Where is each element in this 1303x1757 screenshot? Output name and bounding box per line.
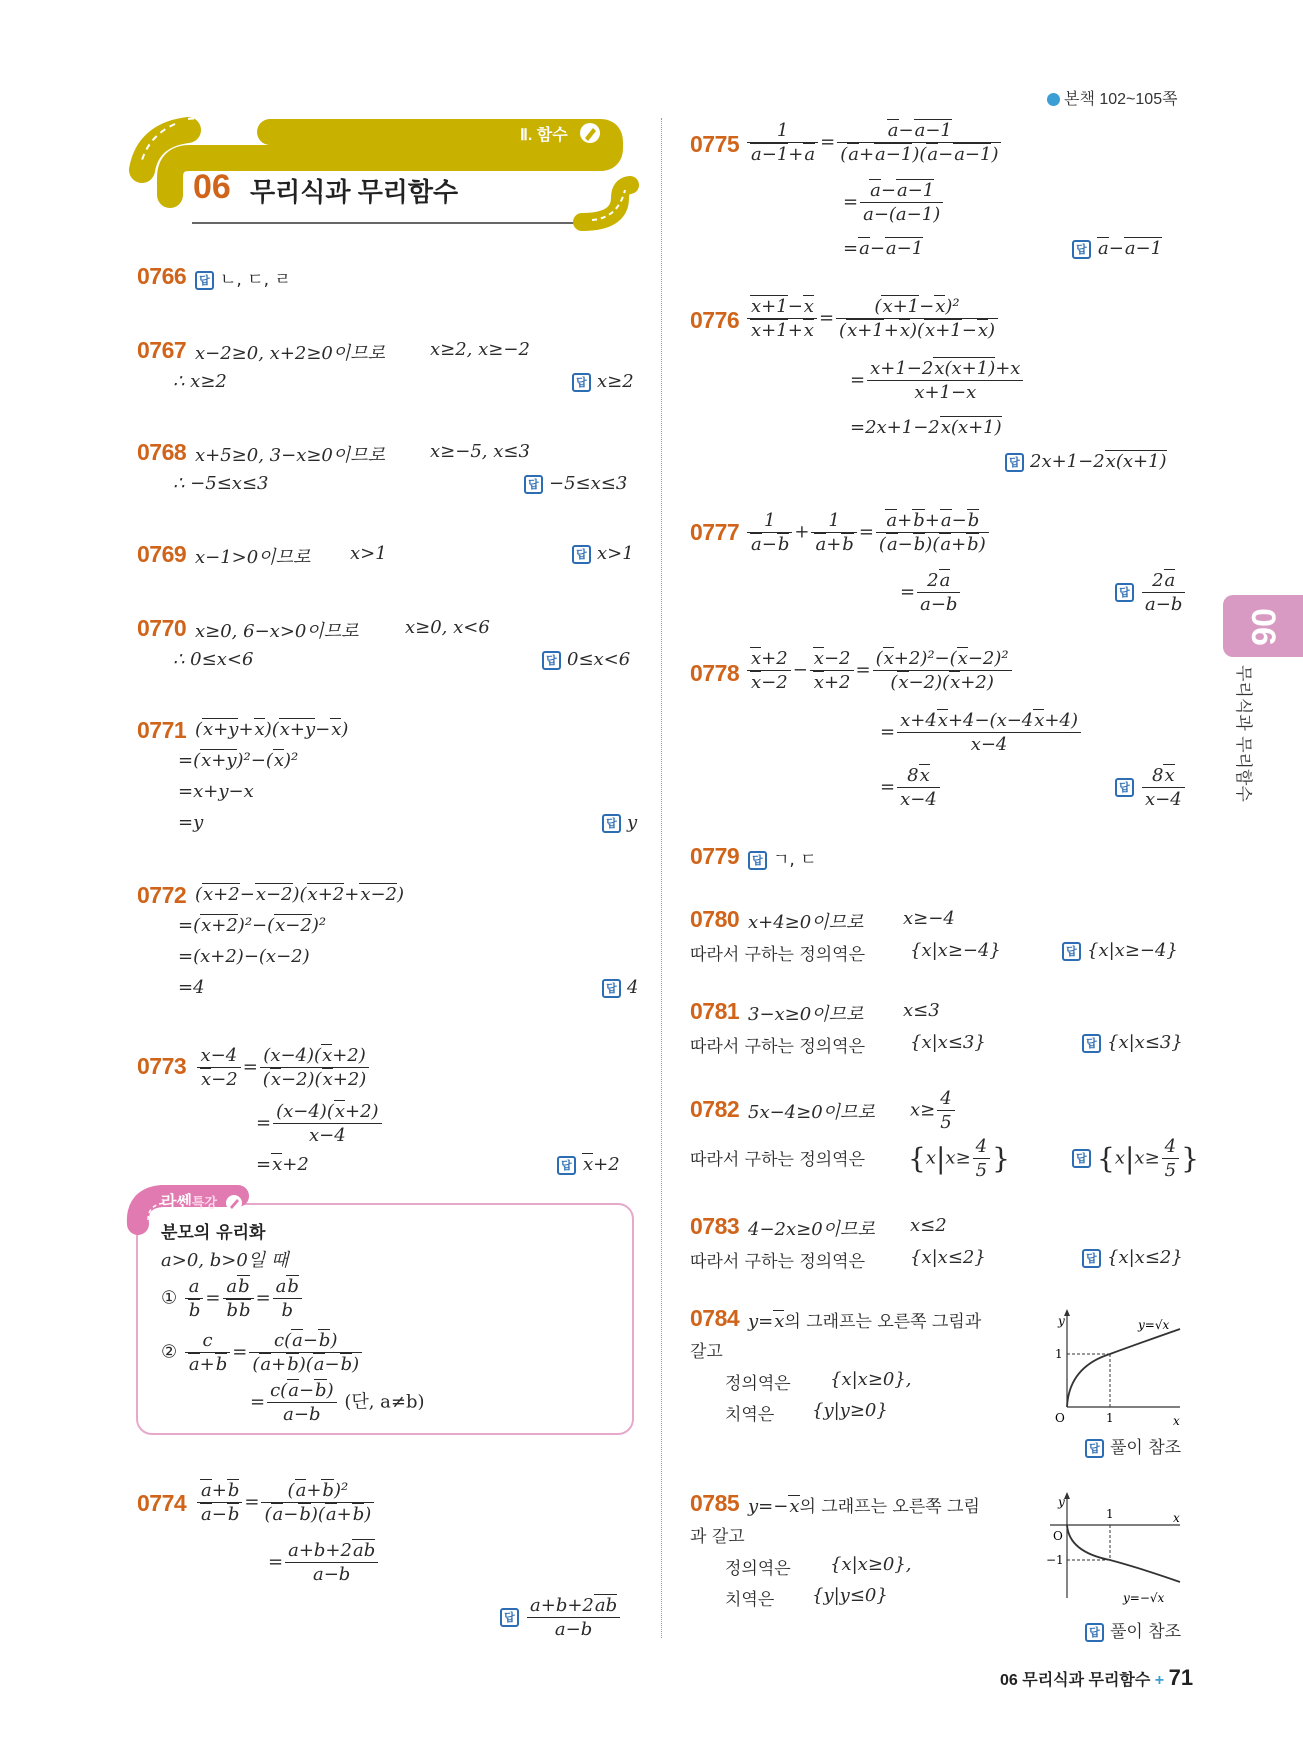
answer: 답 $\frac{8x}{x-4}$ [1115, 765, 1187, 810]
math-expression: = $\frac{(x-4)(x+2)}{x-4}$ [256, 1101, 384, 1146]
bookmark-icon [1047, 93, 1060, 106]
answer-icon: 답 [524, 475, 543, 494]
math-expression: y=x의 그래프는 오른쪽 그림과 [748, 1311, 982, 1332]
answer: 답 4 [602, 977, 638, 998]
solution-line: ∴ 0≤x<6 [173, 649, 254, 670]
problem-number: 0767 [137, 337, 187, 363]
answer: 답 ㄱ, ㄷ [748, 845, 817, 870]
origin-label: O [1053, 1529, 1063, 1543]
math-expression: = $\frac{2a}{a-b}$ [900, 570, 962, 615]
solution-line: {x|x≥0}, [830, 1369, 912, 1390]
column-divider [661, 118, 662, 1638]
solution-line: =x+y−x [178, 781, 254, 802]
answer-icon: 답 [1085, 1623, 1104, 1642]
solution-line: 치역은 [725, 1405, 775, 1425]
tip-formula-3: = $\frac{c(a-b)}{a-b}$ (단, a≠b) [250, 1380, 425, 1425]
answer: 답 $\frac{a+b+2ab}{a-b}$ [500, 1595, 622, 1640]
answer-icon: 답 [1062, 942, 1081, 961]
side-tab-title: 무리식과 무리함수 [1233, 665, 1253, 802]
answer-icon: 답 [557, 1156, 576, 1175]
section-label: Ⅱ. 함수 [520, 127, 568, 144]
solution-line: {x|x≤2} [910, 1247, 986, 1268]
graph-neg-sqrt-x [1045, 1490, 1185, 1605]
solution-line: x≤2 [910, 1215, 947, 1236]
problem-number: 0780 [690, 906, 740, 932]
tick-x-label: 1 [1106, 1507, 1114, 1521]
solution-line: =(x+2)−(x−2) [178, 946, 310, 967]
answer-icon: 답 [500, 1608, 519, 1627]
x-axis-label: x [1173, 1414, 1180, 1428]
problem-number: 0769 [137, 541, 187, 567]
math-expression: = $\frac{x+1-2x(x+1)+x}{x+1-x}$ [850, 358, 1025, 403]
math-expression: =(x+2)²−(x−2)² [178, 915, 327, 936]
answer: 답 x>1 [572, 543, 634, 564]
problem-number: 0770 [137, 615, 187, 641]
solution-line: x+5≥0, 3−x≥0이므로 [195, 445, 386, 466]
answer-icon: 답 [1005, 453, 1024, 472]
answer: 답 −5≤x≤3 [524, 473, 627, 494]
answer: 답 {x|x≤3} [1082, 1032, 1183, 1053]
solution-line: 4−2x≥0이므로 [748, 1219, 875, 1240]
page-reference: 본책 102~105쪽 [1047, 86, 1178, 109]
problem-number: 0778 [690, 660, 740, 686]
solution-line: 과 갈고 [690, 1527, 745, 1547]
answer-icon: 답 [602, 814, 621, 833]
problem-number: 0768 [137, 439, 187, 465]
answer-icon: 답 [602, 979, 621, 998]
footer [1000, 1665, 1193, 1691]
answer: 답 x+2 [557, 1154, 620, 1175]
answer-icon: 답 [1072, 1149, 1091, 1168]
problem-number: 0766 [137, 263, 187, 289]
answer: 답 2x+1−2x(x+1) [1005, 451, 1167, 472]
solution-line: x>1 [350, 543, 387, 564]
math-expression: y=−x의 그래프는 오른쪽 그림 [748, 1496, 980, 1517]
math-expression: =2x+1−2x(x+1) [850, 417, 1002, 438]
answer-icon: 답 [1072, 240, 1091, 259]
solution-line: x≥2, x≥−2 [430, 339, 530, 360]
problem-number: 0781 [690, 998, 740, 1024]
footer-plus: + [1154, 1672, 1165, 1689]
problem-number: 0776 [690, 307, 740, 333]
math-expression: {x|x≥ $\frac{4}{5}$ } [908, 1136, 1010, 1181]
solution-line: =y [178, 812, 204, 833]
answer: 답 $\frac{2a}{a-b}$ [1115, 570, 1187, 615]
math-expression: $\frac{x+1-x}{x+1+x}$ = $\frac{\text{(x+1−x)²}}{(x+1+x)(x+1-x)}$ [745, 296, 1000, 341]
solution-line: x≤3 [903, 1000, 940, 1021]
math-expression: $\frac{x+2}{x-2}$ − $\frac{x-2}{x+2}$ = $\frac{\text{(x+2)²−(x−2)²}}{(x-2)(x+2)}$ [745, 648, 1014, 693]
math-expression: = $\frac{a+b+2ab}{a-b}$ [268, 1540, 380, 1585]
solution-line: 갈고 [690, 1342, 723, 1362]
math-expression: =a−a−1 [843, 238, 924, 259]
tip-condition: a>0, b>0일 때 [161, 1250, 289, 1271]
tick-y-label: −1 [1046, 1553, 1064, 1567]
tip-formula-2: ② $\frac{c}{a+b}$ = $\frac{c(a-b)}{(a+b)(a-b)}$ [161, 1330, 364, 1375]
math-expression: =x+2 [256, 1154, 309, 1175]
solution-line: 정의역은 [725, 1374, 791, 1394]
solution-line: {x|x≥0}, [830, 1554, 912, 1575]
answer-icon: 답 [572, 373, 591, 392]
page-number: 71 [1168, 1665, 1194, 1690]
solution-line: 3−x≥0이므로 [748, 1004, 864, 1025]
solution-line: ∴ −5≤x≤3 [173, 473, 269, 494]
math-expression: = $\frac{a-a-1}{a-(a-1)}$ [843, 180, 945, 225]
solution-line: x−1>0이므로 [195, 547, 311, 568]
solution-line: {x|x≤3} [910, 1032, 986, 1053]
problem-number: 0771 [137, 717, 187, 743]
math-expression: (x+2−x−2)(x+2+x−2) [195, 884, 405, 905]
math-expression: $\frac{1}{a-b}$ + $\frac{1}{a+b}$ = $\frac{a+b+a-b}{(a-b)(a+b)}$ [745, 510, 991, 555]
side-tab-number: 06 [1244, 608, 1282, 646]
solution-line: ∴ x≥2 [173, 371, 227, 392]
problem-number: 0782 [690, 1096, 740, 1122]
answer-icon: 답 [1115, 778, 1134, 797]
answer-icon: 답 [542, 651, 561, 670]
answer: 답 {x|x≥ $\frac{4}{5}$ } [1072, 1136, 1199, 1181]
answer-icon: 답 [572, 545, 591, 564]
y-axis-label: y [1058, 1314, 1065, 1328]
problem-number: 0775 [690, 131, 740, 157]
math-expression: =(x+y)²−(x)² [178, 750, 299, 771]
y-axis-label: y [1058, 1495, 1065, 1509]
tip-formula-1: ① $\frac{a}{b}$ = $\frac{ab}{bb}$ = $\frac{ab}{b}$ [161, 1276, 304, 1321]
solution-line: 따라서 구하는 정의역은 [690, 1252, 866, 1272]
chapter-number: 06 [193, 168, 231, 206]
problem-number: 0774 [137, 1490, 187, 1516]
answer: 답 0≤x<6 [542, 649, 630, 670]
answer-icon: 답 [1085, 1439, 1104, 1458]
answer: 답 {x|x≥−4} [1062, 940, 1178, 961]
math-expression: = $\frac{8x}{x-4}$ [880, 765, 942, 810]
solution-line: x≥−4 [903, 908, 955, 929]
solution-line: =4 [178, 977, 205, 998]
problem-number: 0779 [690, 843, 740, 869]
answer-icon: 답 [1082, 1249, 1101, 1268]
answer-icon: 답 [1115, 583, 1134, 602]
curve-label: y=−√x [1123, 1591, 1165, 1605]
footer-chapter: 06 무리식과 무리함수 [1000, 1672, 1151, 1689]
solution-line: 정의역은 [725, 1559, 791, 1579]
answer-icon: 답 [1082, 1034, 1101, 1053]
tick-x-label: 1 [1106, 1411, 1114, 1425]
answer: 답 x≥2 [572, 371, 634, 392]
answer: 답 {x|x≤2} [1082, 1247, 1183, 1268]
solution-line: 따라서 구하는 정의역은 [690, 1150, 866, 1170]
answer: 답 a−a−1 [1072, 238, 1162, 259]
problem-number: 0785 [690, 1490, 740, 1516]
tip-brand: 라쎈특강 [161, 1194, 218, 1211]
tip-title: 분모의 유리화 [161, 1223, 266, 1243]
answer: 답 ㄴ, ㄷ, ㄹ [195, 265, 291, 290]
problem-number: 0783 [690, 1213, 740, 1239]
solution-line: {y|y≥0} [812, 1400, 888, 1421]
solution-line: x−2≥0, x+2≥0이므로 [195, 343, 386, 364]
answer-icon: 답 [748, 851, 767, 870]
x-axis-label: x [1173, 1511, 1180, 1525]
solution-line: 5x−4≥0이므로 [748, 1102, 875, 1123]
math-expression: (x+y+x)(x+y−x) [195, 719, 349, 740]
solution-line: x≥0, 6−x>0이므로 [195, 621, 359, 642]
chapter-title: 무리식과 무리함수 [250, 177, 459, 207]
answer-icon: 답 [195, 271, 214, 290]
solution-line: x≥−5, x≤3 [430, 441, 530, 462]
solution-line: {x|x≥−4} [910, 940, 1001, 961]
solution-line: x≥0, x<6 [405, 617, 490, 638]
math-expression: x≥ $\frac{4}{5}$ [910, 1088, 957, 1133]
answer: 답 풀이 참조 [1085, 1617, 1181, 1642]
math-expression: $\frac{a+b}{a-b}$ = $\frac{\text{(a+b)²}}{(a-b)(a+b)}$ [195, 1480, 376, 1525]
math-expression: $\frac{1}{a-1+a}$ = $\frac{a-a-1}{(a+a-1)(a-a-1)}$ [745, 120, 1003, 165]
tick-y-label: 1 [1055, 1347, 1063, 1361]
origin-label: O [1055, 1411, 1065, 1425]
solution-line: 따라서 구하는 정의역은 [690, 1037, 866, 1057]
problem-number: 0772 [137, 882, 187, 908]
solution-line: {y|y≤0} [812, 1585, 888, 1606]
problem-number: 0784 [690, 1305, 740, 1331]
math-expression: $\frac{x-4}{x-2}$ = $\frac{(x-4)(x+2)}{(x-2)(x+2)}$ [195, 1045, 371, 1090]
solution-line: 따라서 구하는 정의역은 [690, 945, 866, 965]
problem-number: 0773 [137, 1053, 187, 1079]
solution-line: 치역은 [725, 1590, 775, 1610]
graph-sqrt-x [1045, 1307, 1185, 1428]
curve-label: y=√x [1138, 1318, 1170, 1332]
solution-line: x+4≥0이므로 [748, 912, 864, 933]
answer: 답 y [602, 812, 637, 833]
problem-number: 0777 [690, 519, 740, 545]
math-expression: = $\frac{x+4x+4-(x-4x+4)}{x-4}$ [880, 710, 1083, 755]
answer: 답 풀이 참조 [1085, 1433, 1181, 1458]
